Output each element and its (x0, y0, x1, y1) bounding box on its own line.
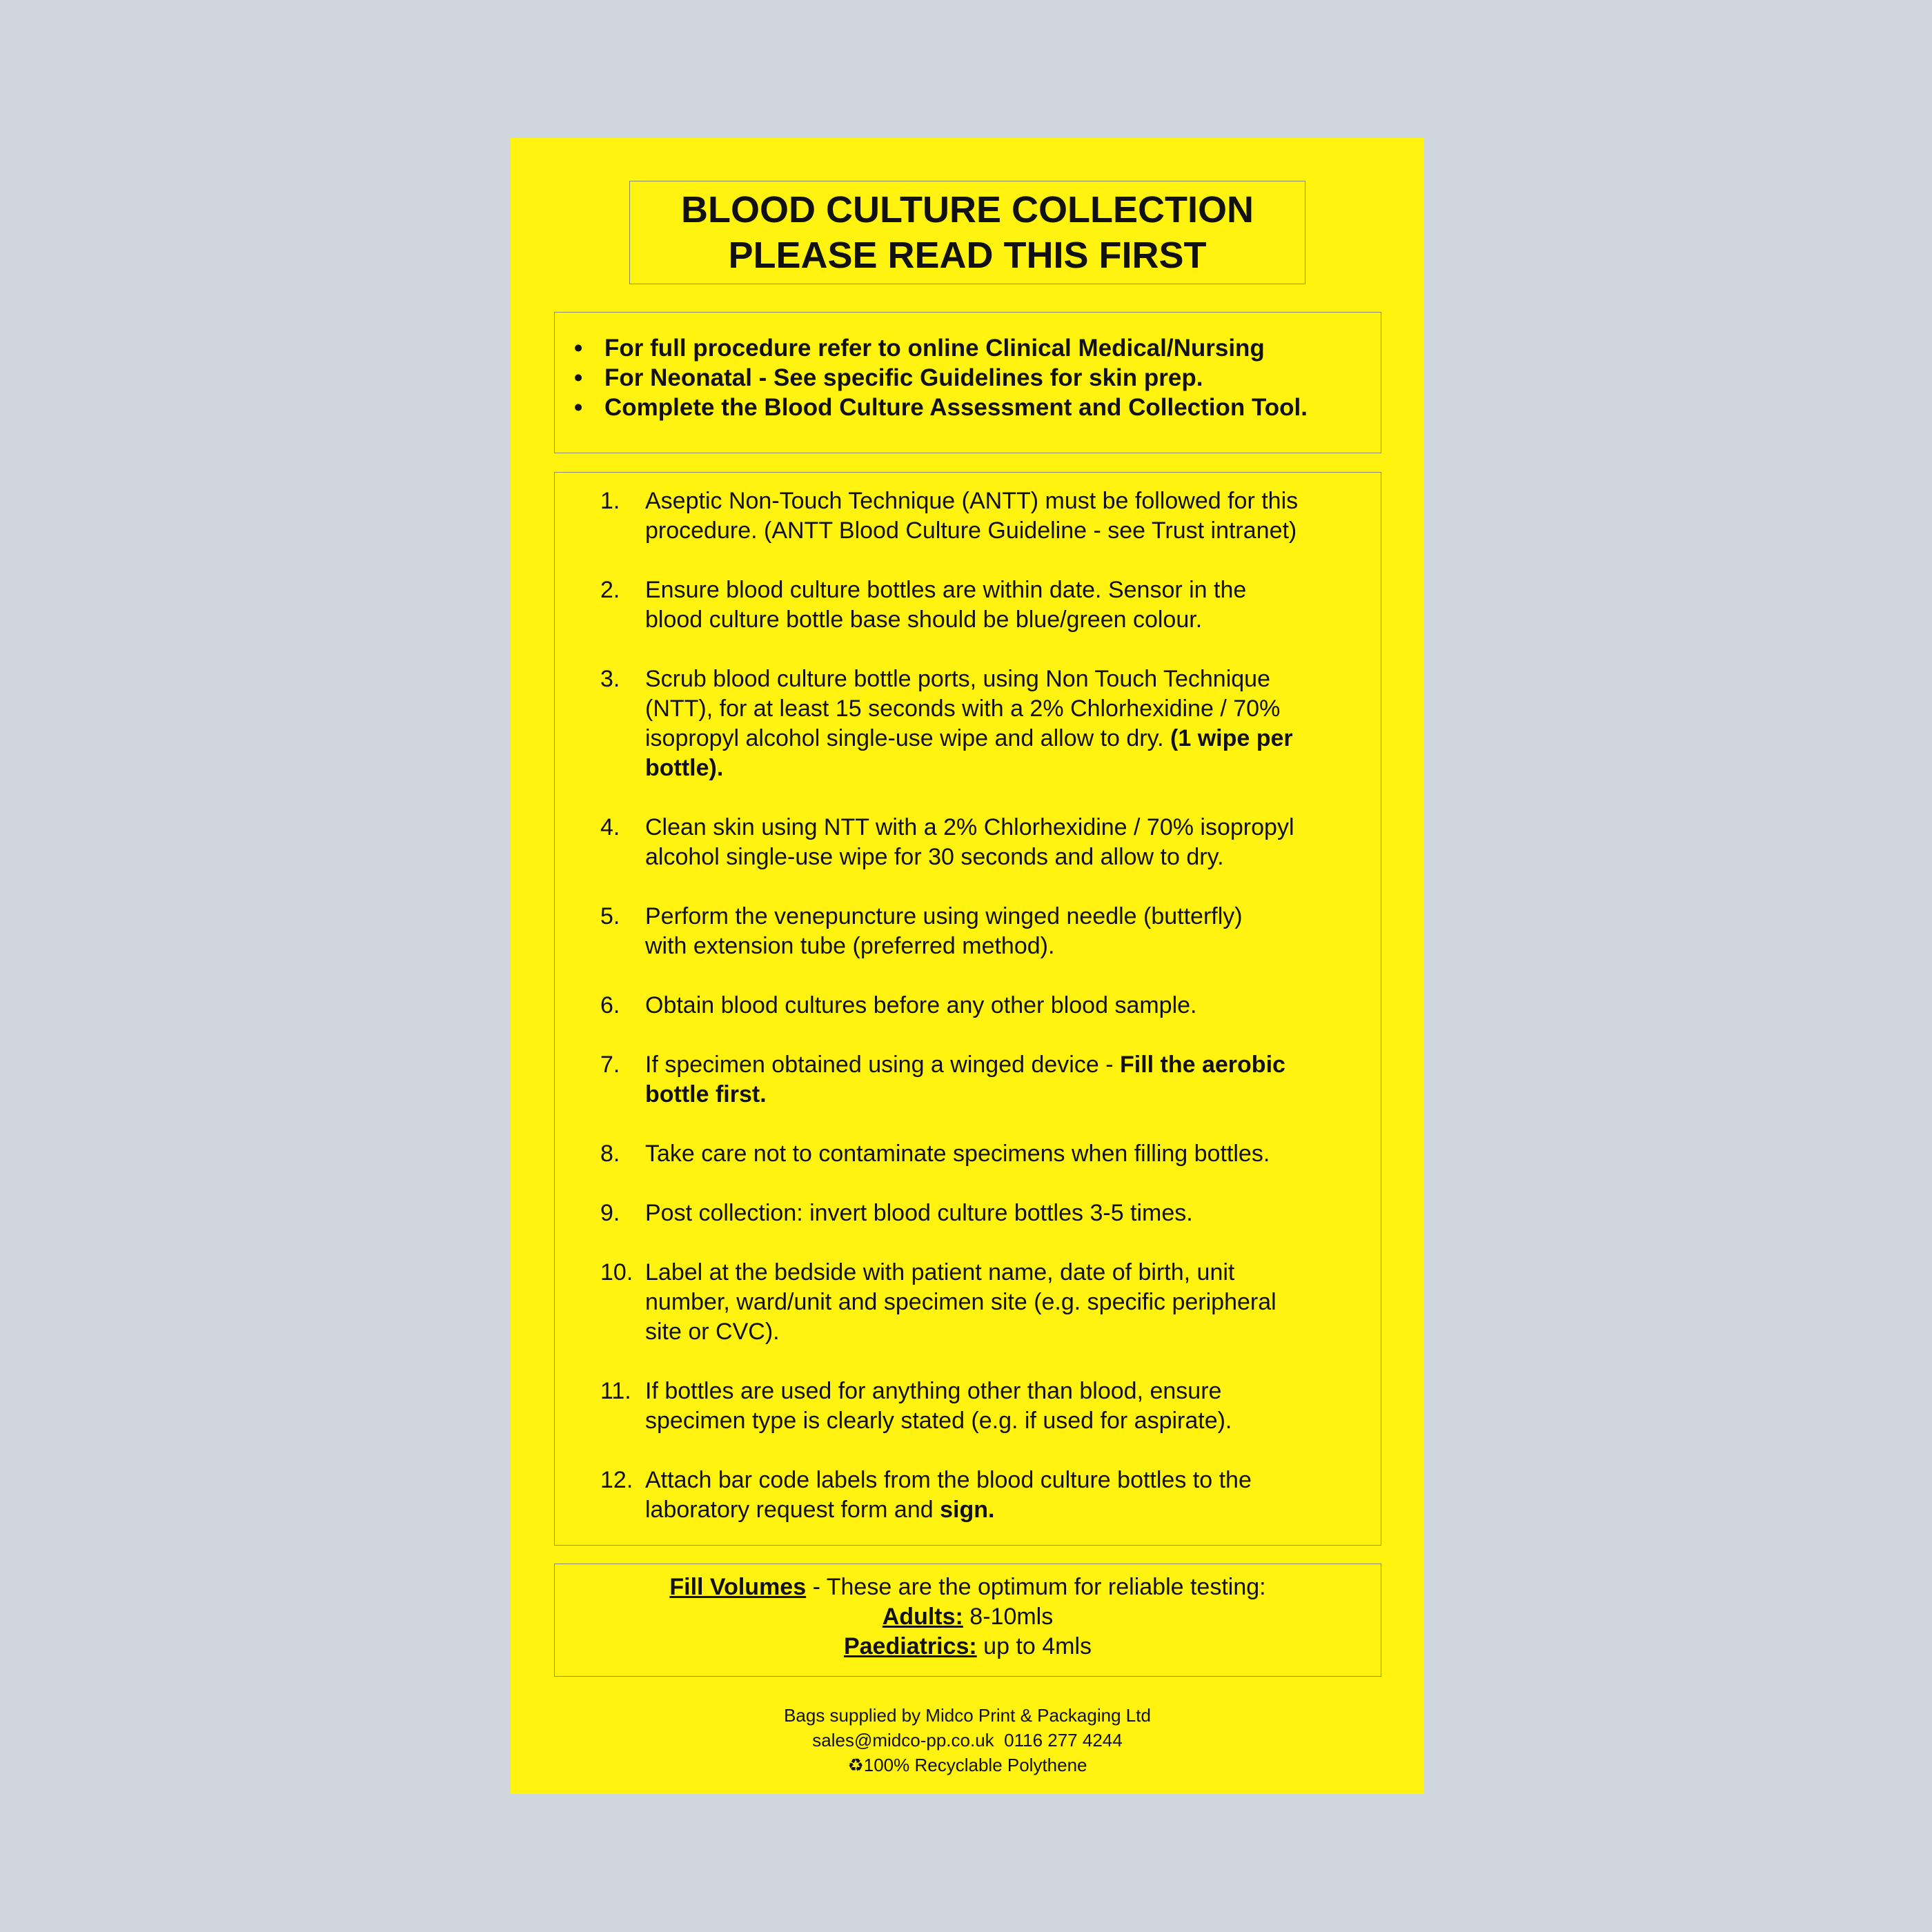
procedure-step (555, 1258, 1381, 1347)
step-number: 1. (600, 488, 620, 514)
step-emphasis: (1 wipe per (1170, 725, 1293, 751)
bullet-icon: • (574, 394, 583, 421)
step-text: procedure. (ANTT Blood Culture Guideline - see Trust intranet) (645, 518, 1297, 544)
paediatrics-value: up to 4mls (983, 1633, 1092, 1659)
instruction-card (511, 138, 1424, 1794)
step-text: isopropyl alcohol single-use wipe and allow to dry. (645, 725, 1164, 751)
key-notes-box (554, 312, 1381, 453)
step-text: specimen type is clearly stated (e.g. if used for aspirate). (645, 1408, 1232, 1434)
step-text: If specimen obtained using a winged device - (645, 1052, 1114, 1078)
fill-volumes-heading: Fill Volumes (669, 1574, 807, 1600)
procedure-step (555, 575, 1381, 635)
step-number: 11. (600, 1378, 631, 1404)
title-line-2: PLEASE READ THIS FIRST (728, 235, 1207, 276)
step-number: 4. (600, 814, 620, 840)
fill-volumes-box (554, 1564, 1381, 1677)
bullet-icon: • (574, 335, 583, 362)
supplier-phone: 0116 277 4244 (1004, 1730, 1123, 1751)
step-text: Scrub blood culture bottle ports, using Non Touch Technique (645, 666, 1270, 692)
key-note-text: Complete the Blood Culture Assessment and Collection Tool. (604, 394, 1308, 421)
procedure-step (555, 1377, 1381, 1436)
supplier-email: sales@midco-pp.co.uk (812, 1730, 994, 1751)
title-line-1: BLOOD CULTURE COLLECTION (681, 189, 1254, 230)
step-number: 7. (600, 1052, 620, 1078)
key-note-item (555, 393, 1381, 422)
step-emphasis: bottle first. (645, 1081, 767, 1107)
adults-label: Adults: (882, 1604, 963, 1630)
step-number: 9. (600, 1200, 620, 1226)
recyclable-note: 100% Recyclable Polythene (863, 1755, 1087, 1775)
step-number: 10. (600, 1259, 633, 1285)
step-text: laboratory request form and (645, 1497, 934, 1523)
key-note-text: For full procedure refer to online Clinical Medical/Nursing (604, 335, 1265, 362)
procedure-step (555, 813, 1381, 872)
supplier-name: Bags supplied by Midco Print & Packaging Ltd (784, 1705, 1151, 1726)
paediatrics-label: Paediatrics: (843, 1633, 977, 1659)
step-text: (NTT), for at least 15 seconds with a 2% Chlorhexidine / 70% (645, 696, 1281, 722)
step-text: Label at the bedside with patient name, date of birth, unit (645, 1259, 1235, 1285)
step-text: site or CVC). (645, 1319, 780, 1345)
title-box (629, 181, 1305, 284)
step-number: 3. (600, 666, 620, 692)
procedure-step (555, 1199, 1381, 1228)
step-emphasis: sign. (940, 1497, 995, 1523)
step-text: with extension tube (preferred method). (645, 933, 1055, 959)
step-text: Ensure blood culture bottles are within date. Sensor in the (645, 577, 1247, 603)
step-text: Attach bar code labels from the blood culture bottles to the (645, 1467, 1252, 1493)
recycle-icon: ♻ (847, 1755, 864, 1775)
step-number: 12. (600, 1467, 633, 1493)
step-text: alcohol single-use wipe for 30 seconds and allow to dry. (645, 844, 1224, 870)
step-text: If bottles are used for anything other than blood, ensure (645, 1378, 1222, 1404)
step-number: 6. (600, 992, 620, 1018)
procedure-step (555, 902, 1381, 961)
procedure-step (555, 1139, 1381, 1169)
step-text: number, ward/unit and specimen site (e.g. specific peripheral (645, 1289, 1276, 1315)
bullet-icon: • (574, 364, 583, 391)
step-text: Clean skin using NTT with a 2% Chlorhexidine / 70% isopropyl (645, 814, 1294, 840)
step-text: Aseptic Non-Touch Technique (ANTT) must be followed for this (645, 488, 1299, 514)
step-text: Take care not to contaminate specimens when filling bottles. (645, 1141, 1270, 1167)
procedure-step (555, 991, 1381, 1021)
fill-volumes-description: - These are the optimum for reliable testing: (812, 1574, 1266, 1600)
step-emphasis: bottle). (645, 755, 724, 781)
step-number: 2. (600, 577, 620, 603)
adults-value: 8-10mls (969, 1604, 1054, 1630)
step-number: 5. (600, 903, 620, 929)
key-note-item (555, 363, 1381, 393)
step-number: 8. (600, 1141, 620, 1167)
procedure-step (555, 486, 1381, 546)
key-note-text: For Neonatal - See specific Guidelines for skin prep. (604, 364, 1203, 391)
supplier-footer (511, 1703, 1424, 1777)
procedure-step (555, 1050, 1381, 1110)
step-text: Post collection: invert blood culture bottles 3-5 times. (645, 1200, 1193, 1226)
procedure-steps-box (554, 472, 1381, 1546)
procedure-step (555, 1466, 1381, 1525)
key-note-item (555, 333, 1381, 363)
step-text: blood culture bottle base should be blue/green colour. (645, 607, 1203, 633)
step-text: Obtain blood cultures before any other blood sample. (645, 992, 1197, 1018)
procedure-step (555, 664, 1381, 783)
step-emphasis: Fill the aerobic (1119, 1052, 1285, 1078)
step-text: Perform the venepuncture using winged needle (butterfly) (645, 903, 1243, 929)
